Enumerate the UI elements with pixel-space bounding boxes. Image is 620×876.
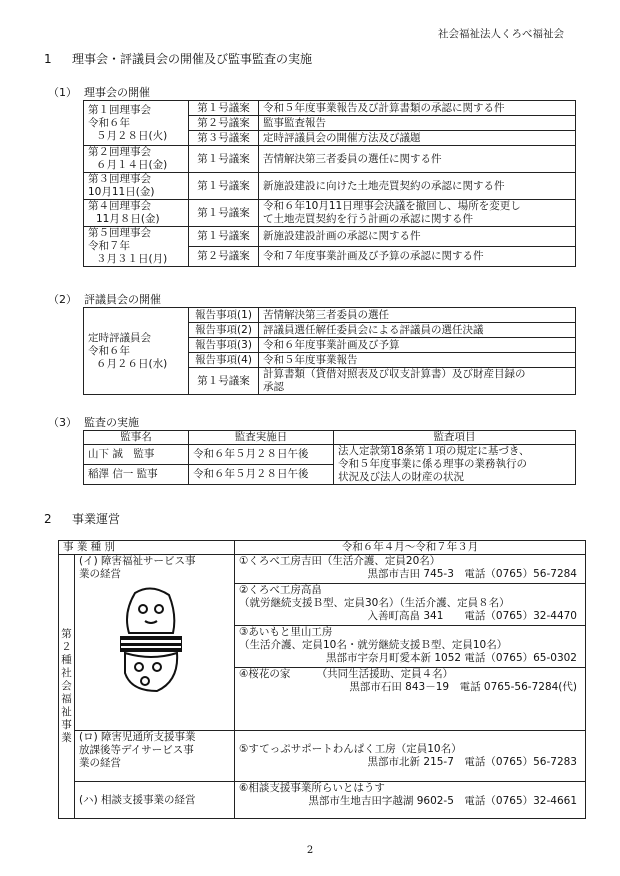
audit-items-cell bbox=[334, 445, 576, 485]
agenda-number: 第１号議案 bbox=[189, 200, 259, 227]
group-label-line: (ハ) 相談支援事業の経営 bbox=[79, 793, 196, 806]
meeting-date: ６月２６日(水) bbox=[96, 357, 168, 370]
agenda-text: 令和７年度事業計画及び予算の承認に関する件 bbox=[259, 247, 576, 267]
sub1-heading bbox=[48, 84, 150, 100]
table-row bbox=[84, 101, 576, 116]
group-label-line: (イ) 障害福祉サービス事 bbox=[79, 555, 196, 567]
group-label-line: 業の経営 bbox=[79, 757, 121, 769]
facility-name: ③あいもと里山工房 bbox=[239, 626, 333, 638]
group-label-line: (ロ) 障害児通所支援事業 bbox=[79, 731, 196, 743]
table-row bbox=[84, 445, 576, 465]
agenda-text: 令和５年度事業報告及び計算書類の承認に関する件 bbox=[259, 101, 576, 116]
meeting-year: 令和７年 bbox=[88, 240, 130, 252]
report-text: 評議員選任解任委員会による評議員の選任決議 bbox=[259, 323, 576, 338]
facility-address: 黒部市石田 843－19 電話 0765-56-7284(代) bbox=[349, 681, 577, 693]
report-number: 報告事項(4) bbox=[189, 353, 259, 368]
agenda-text-line: 承認 bbox=[263, 381, 284, 393]
meeting-name: 第４回理事会 bbox=[88, 200, 151, 212]
mascot-drawing-icon bbox=[117, 585, 185, 695]
facility-name: ①くろべ工房吉田（生活介護、定員20名） bbox=[239, 555, 441, 567]
agenda-text: 苦情解決第三者委員の選任に関する件 bbox=[259, 146, 576, 173]
facility-address: 黒部市吉田 745-3 電話（0765）56-7284 bbox=[367, 568, 577, 580]
agenda-text: 新施設建設計画の承認に関する件 bbox=[259, 227, 576, 247]
table-row bbox=[59, 782, 586, 819]
header-period: 令和６年４月～令和７年３月 bbox=[235, 541, 586, 555]
report-number: 報告事項(3) bbox=[189, 338, 259, 353]
facility-detail: （就労継続支援Ｂ型、定員30名）（生活介護、定員８名） bbox=[239, 597, 510, 609]
meeting-cell bbox=[84, 173, 189, 200]
category-char: 会 bbox=[61, 680, 72, 692]
sub2-number: （2） bbox=[48, 293, 77, 306]
meeting-name: 第５回理事会 bbox=[88, 227, 151, 239]
council-meeting-table bbox=[83, 307, 576, 395]
sub2-title: 評議員会の開催 bbox=[84, 293, 161, 306]
agenda-number: 第１号議案 bbox=[189, 101, 259, 116]
sub1-number: （1） bbox=[48, 86, 77, 99]
section1-number: 1 bbox=[44, 52, 52, 66]
agenda-number: 第１号議案 bbox=[189, 173, 259, 200]
report-text: 苦情解決第三者委員の選任 bbox=[259, 308, 576, 323]
sub3-title: 監査の実施 bbox=[84, 416, 139, 429]
meeting-date: 11月８日(金) bbox=[96, 213, 160, 225]
report-text: 令和５年度事業報告 bbox=[259, 353, 576, 368]
meeting-cell bbox=[84, 101, 189, 146]
section1-heading bbox=[44, 50, 312, 67]
header-business-type: 事 業 種 別 bbox=[59, 541, 235, 555]
organization-name: 社会福祉法人くろべ福祉会 bbox=[438, 28, 564, 40]
facility-address: 黒部市北新 215-7 電話（0765）56-7283 bbox=[367, 756, 577, 768]
category-char: 祉 bbox=[61, 706, 72, 718]
meeting-cell bbox=[84, 200, 189, 227]
report-number: 報告事項(1) bbox=[189, 308, 259, 323]
meeting-cell bbox=[84, 146, 189, 173]
agenda-text: 定時評議員会の開催方法及び議題 bbox=[259, 131, 576, 146]
meeting-name: 第１回理事会 bbox=[88, 103, 151, 116]
category-label bbox=[59, 555, 75, 819]
report-text: 令和６年度事業計画及び予算 bbox=[259, 338, 576, 353]
meeting-date: ３月３１日(月) bbox=[96, 253, 168, 265]
category-char: 福 bbox=[61, 693, 72, 705]
table-header-row bbox=[84, 431, 576, 445]
sub2-heading bbox=[48, 291, 161, 307]
meeting-cell bbox=[84, 308, 189, 395]
category-char: 社 bbox=[61, 667, 72, 679]
facility-item bbox=[235, 667, 585, 694]
header-audit-items: 監査項目 bbox=[334, 431, 576, 445]
audit-date: 令和６年５月２８日午後 bbox=[189, 465, 334, 485]
meeting-cell bbox=[84, 227, 189, 267]
facility-address: 黒部市宇奈月町愛本新 1052 電話（0765）65-0302 bbox=[326, 652, 577, 664]
meeting-date: 10月11日(金) bbox=[88, 186, 155, 198]
report-number: 報告事項(2) bbox=[189, 323, 259, 338]
agenda-number: 第２号議案 bbox=[189, 247, 259, 267]
group-label-line: 業の経営 bbox=[79, 568, 121, 580]
meeting-year: 令和６年 bbox=[88, 344, 130, 357]
agenda-number: 第２号議案 bbox=[189, 116, 259, 131]
facility-address: 黒部市生地吉田字越湖 9602-5 電話（0765）32-4661 bbox=[308, 795, 577, 807]
category-char: 業 bbox=[61, 732, 72, 744]
category-char: ２ bbox=[61, 641, 72, 653]
group-label-line: 放課後等デイサービス事 bbox=[79, 744, 194, 756]
business-group-label bbox=[75, 555, 235, 731]
category-char: 第 bbox=[61, 628, 72, 640]
category-char: 種 bbox=[61, 654, 72, 666]
auditor-name: 稲澤 信一 監事 bbox=[84, 465, 189, 485]
table-row bbox=[84, 308, 576, 323]
table-row bbox=[84, 173, 576, 200]
meeting-date: ５月２８日(火) bbox=[96, 129, 168, 142]
meeting-name: 定時評議員会 bbox=[88, 331, 151, 344]
facility-list bbox=[235, 731, 586, 782]
table-row bbox=[59, 731, 586, 782]
facility-list bbox=[235, 782, 586, 819]
facility-name: ⑥相談支援事業所らいとはうす bbox=[239, 782, 385, 794]
header-audit-date: 監査実施日 bbox=[189, 431, 334, 445]
header-auditor: 監事名 bbox=[84, 431, 189, 445]
facility-list bbox=[235, 555, 586, 731]
table-row bbox=[84, 200, 576, 227]
facility-name: ④桜花の家 （共同生活援助、定員４名） bbox=[239, 668, 454, 680]
facility-detail: （生活介護、定員10名・就労継続支援Ｂ型、定員10名） bbox=[239, 639, 508, 651]
facility-name: ⑤すてっぷサポートわんぱく工房（定員10名） bbox=[239, 743, 462, 755]
auditor-name: 山下 誠 監事 bbox=[84, 445, 189, 465]
facility-item bbox=[235, 625, 585, 665]
business-group-label bbox=[75, 782, 235, 819]
section2-title: 事業運営 bbox=[72, 512, 121, 526]
category-char: 事 bbox=[61, 719, 72, 731]
meeting-name: 第３回理事会 bbox=[88, 173, 151, 185]
agenda-number: 第１号議案 bbox=[189, 368, 259, 395]
sub3-number: （3） bbox=[48, 416, 77, 429]
agenda-number: 第１号議案 bbox=[189, 227, 259, 247]
sub1-title: 理事会の開催 bbox=[84, 86, 150, 99]
audit-item-line: 法人定款第18条第１項の規定に基づき、 bbox=[338, 445, 530, 457]
agenda-number: 第３号議案 bbox=[189, 131, 259, 146]
audit-item-line: 状況及び法人の財産の状況 bbox=[338, 471, 464, 483]
section2-number: 2 bbox=[44, 512, 52, 526]
sub3-heading bbox=[48, 414, 139, 430]
facility-name: ②くろべ工房高畠 bbox=[239, 584, 322, 596]
audit-date: 令和６年５月２８日午後 bbox=[189, 445, 334, 465]
section1-title: 理事会・評議員会の開催及び監事監査の実施 bbox=[72, 52, 313, 66]
agenda-text-line: て土地売買契約を行う計画の承認に関する件 bbox=[263, 213, 473, 225]
agenda-number: 第１号議案 bbox=[189, 146, 259, 173]
audit-table bbox=[83, 430, 576, 485]
table-row bbox=[84, 227, 576, 247]
agenda-text bbox=[259, 200, 576, 227]
meeting-date: ６月１４日(金) bbox=[96, 159, 168, 171]
page-number: 2 bbox=[306, 845, 314, 856]
facility-item bbox=[235, 583, 585, 623]
table-row bbox=[84, 146, 576, 173]
section2-heading bbox=[44, 510, 120, 527]
agenda-text: 新施設建設に向けた土地売買契約の承認に関する件 bbox=[259, 173, 576, 200]
audit-item-line: 令和５年度事業に係る理事の業務執行の bbox=[338, 458, 527, 470]
board-meetings-table bbox=[83, 100, 576, 267]
table-header-row bbox=[59, 541, 586, 555]
agenda-text: 監事監査報告 bbox=[259, 116, 576, 131]
meeting-year: 令和６年 bbox=[88, 116, 130, 129]
business-group-label bbox=[75, 731, 235, 782]
agenda-text-line: 令和６年10月11日理事会決議を撤回し、場所を変更し bbox=[263, 200, 521, 212]
agenda-text-line: 計算書類（貸借対照表及び収支計算書）及び財産目録の bbox=[263, 368, 526, 380]
business-table bbox=[58, 540, 586, 819]
meeting-name: 第２回理事会 bbox=[88, 146, 151, 158]
table-row bbox=[59, 555, 586, 731]
agenda-text bbox=[259, 368, 576, 395]
facility-address: 入善町高畠 341 電話（0765）32-4470 bbox=[367, 610, 577, 622]
